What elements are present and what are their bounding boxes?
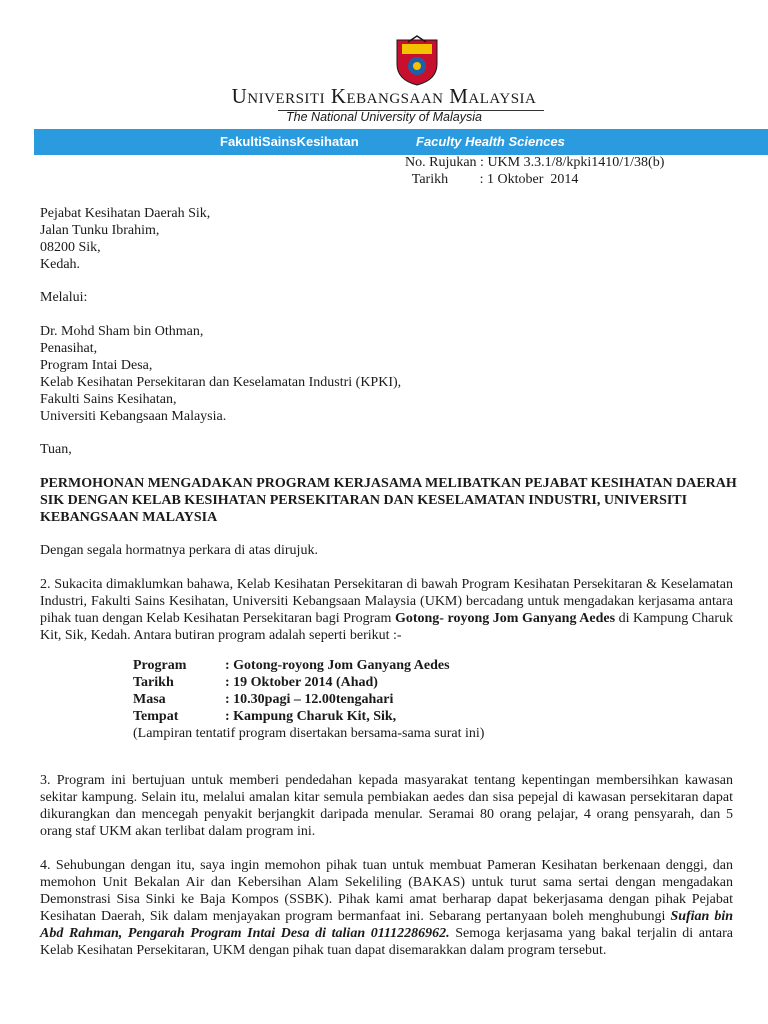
address-line: 08200 Sik, [40, 240, 101, 255]
address-line: Jalan Tunku Ibrahim, [40, 223, 160, 238]
faculty-english: Faculty Health Sciences [416, 134, 565, 149]
paragraph-3: 3. Program ini bertujuan untuk memberi pendedahan kepada masyarakat tentang kepentingan membersihkan kawasan sekitar kampung. Selain itu, melalui amalan kitar semula pembiakan aedes dan sisa pepejal di kawasan persekitaran dapat dikurangkan dan mencegah penyakit berjangkit daripada menular. Seramai 80 orang pelajar, 4 orang pensyarah, dan 5 orang staf UKM akan terlibat dalam program ini. [40, 773, 733, 839]
paragraph-4 [40, 857, 733, 959]
para4-contact: Sufian bin Abd Rahman, Pengarah Program Intai Desa di talian 01112286962. [40, 909, 734, 941]
address-line: Kedah. [40, 257, 81, 272]
via-line: Program Intai Desa, [40, 358, 153, 373]
via-line: Fakulti Sains Kesihatan, [40, 392, 177, 407]
letter-subject: PERMOHONAN MENGADAKAN PROGRAM KERJASAMA MELIBATKAN PEJABAT KESIHATAN DAERAH SIK DENGAN KELAB KESIHATAN PERSEKITARAN DAN KESELAMATAN INDUSTRI, UNIVERSITI KEBANGSAAN MALAYSIA [40, 476, 737, 525]
program-row: Program : Gotong-royong Jom Ganyang Aedes [133, 658, 450, 673]
para4-text-end: Semoga kerjasama yang bakal terjalin di antara Kelab Kesihatan Persekitaran, UKM dengan pihak tuan dapat disemarakkan dalam program tersebut. [40, 926, 733, 958]
reference-number: No. Rujukan : UKM 3.3.1/8/kpki1410/1/38(b) [405, 155, 665, 170]
via-line: Dr. Mohd Sham bin Othman, [40, 324, 204, 339]
para4-text: 4. Sehubungan dengan itu, saya ingin memohon pihak tuan untuk membuat Pameran Kesihatan berkenaan denggi, dan memohon Unit Bekalan Air dan Kebersihan Alam Sekeliling (BAKAS) untuk turut sama sertai dengan mengadakan Demonstrasi Sisa Sinki ke Baja Kompos (SSBK). Pihak kami amat berharap dapat bekerjasama dengan pihak Pejabat Kesihatan Daerah, Sik dalam menjayakan program bermanfaat ini. Sebarang pertanyaan boleh menghubungi [40, 858, 733, 924]
faculty-band [34, 129, 768, 155]
paragraph-2 [40, 576, 733, 644]
para2-program-name: Gotong- royong Jom Ganyang Aedes [394, 611, 616, 626]
via-address [40, 323, 401, 425]
faculty-malay: FakultiSainsKesihatan [220, 134, 359, 149]
via-label: Melalui: [40, 290, 88, 305]
para2-text: 2. Sukacita dimaklumkan bahawa, Kelab Kesihatan Persekitaran di bawah Program Kesihatan Persekitaran & Keselamatan Industri, Fakulti Sains Kesihatan, Universiti Kebangsaan Malaysia (UKM) bercadang untuk mengadakan kerjasama antara pihak tuan dengan Kelab Kesihatan Persekitaran bagi Program [40, 577, 733, 626]
program-row: Tarikh : 19 Oktober 2014 (Ahad) [133, 675, 378, 690]
opening-line: Dengan segala hormatnya perkara di atas dirujuk. [40, 543, 318, 558]
university-subtitle: The National University of Malaysia [286, 110, 482, 124]
reference-block [405, 154, 664, 188]
via-line: Kelab Kesihatan Persekitaran dan Keselamatan Industri (KPKI), [40, 375, 402, 390]
program-row: Masa : 10.30pagi – 12.00tengahari [133, 692, 394, 707]
ukm-crest-logo [392, 34, 442, 86]
salutation: Tuan, [40, 442, 72, 457]
program-note: (Lampiran tentatif program disertakan bersama-sama surat ini) [133, 726, 485, 741]
recipient-address [40, 205, 210, 273]
program-row: Tempat : Kampung Charuk Kit, Sik, [133, 709, 397, 724]
para2-text-end: di Kampung Charuk Kit, Sik, Kedah. Antara butiran program adalah seperti berikut :- [40, 611, 733, 643]
letter-date: Tarikh : 1 Oktober 2014 [405, 172, 579, 187]
via-line: Universiti Kebangsaan Malaysia. [40, 409, 227, 424]
program-details [133, 657, 484, 742]
address-line: Pejabat Kesihatan Daerah Sik, [40, 206, 211, 221]
university-name: Universiti Kebangsaan Malaysia [231, 84, 537, 108]
via-line: Penasihat, [40, 341, 98, 356]
